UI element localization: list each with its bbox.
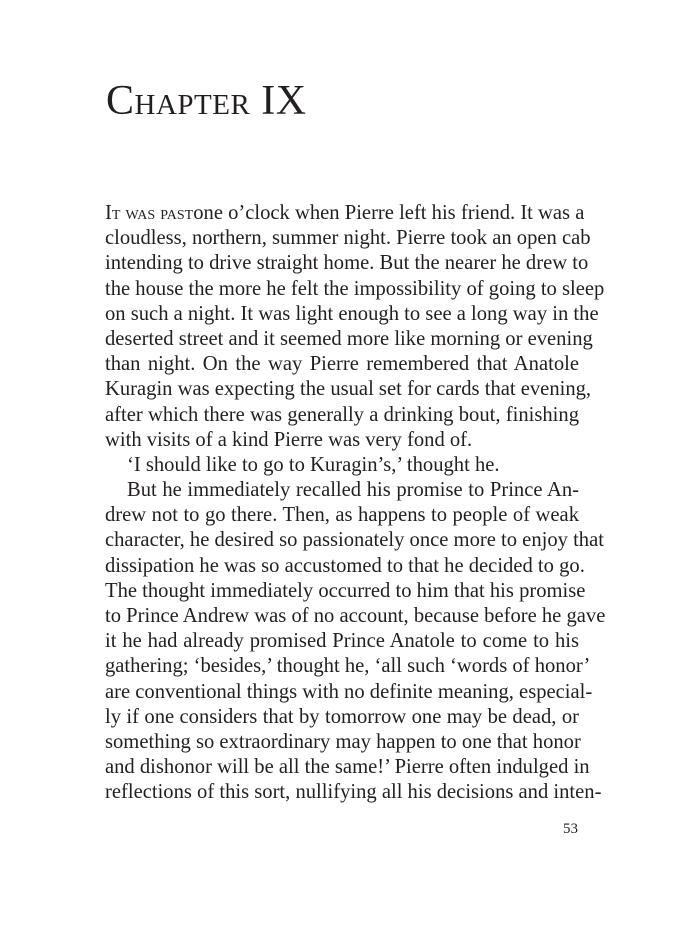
text-line: than night. On the way Pierre remembered that Anatole: [105, 353, 579, 376]
line-text: one o’clock when Pierre left his friend. It was a: [193, 202, 585, 224]
text-line: ‘I should like to go to Kuragin’s,’ thought he.: [127, 453, 500, 476]
text-line: and dishonor will be all the same!’ Pierre often indulged in: [105, 756, 590, 779]
chapter-title: Chapter IX: [106, 78, 307, 124]
text-line: drew not to go there. Then, as happens to people of weak: [105, 504, 579, 527]
text-line: with visits of a kind Pierre was very fond of.: [105, 428, 473, 451]
text-line: ly if one considers that by tomorrow one may be dead, or: [105, 705, 579, 728]
text-line: character, he desired so passionately once more to enjoy that: [105, 529, 604, 552]
text-line: to Prince Andrew was of no account, because before he gave: [105, 605, 606, 627]
text-line: deserted street and it seemed more like morning or evening: [105, 327, 593, 350]
lead-in-small-caps: It was past: [105, 202, 194, 224]
text-line: The thought immediately occurred to him that his promise: [105, 579, 586, 602]
text-line: the house the more he felt the impossibility of going to sleep: [105, 277, 605, 300]
text-line: reflections of this sort, nullifying all his decisions and inten-: [105, 781, 602, 804]
text-line: Kuragin was expecting the usual set for cards that evening,: [105, 378, 592, 401]
text-line: dissipation he was so accustomed to that he decided to go.: [105, 554, 585, 577]
text-line: it he had already promised Prince Anatole to come to his: [105, 630, 579, 653]
text-line: intending to drive straight home. But the nearer he drew to: [105, 252, 589, 275]
text-line: gathering; ‘besides,’ thought he, ‘all such ‘words of honor’: [105, 655, 591, 678]
text-line: after which there was generally a drinking bout, finishing: [105, 403, 579, 426]
text-line: are conventional things with no definite meaning, especial-: [105, 680, 593, 703]
text-line: But he immediately recalled his promise to Prince An-: [127, 479, 579, 502]
text-line: cloudless, northern, summer night. Pierre took an open cab: [105, 227, 591, 250]
text-line: on such a night. It was light enough to see a long way in the: [105, 302, 599, 325]
text-line: something so extraordinary may happen to one that honor: [105, 730, 581, 753]
body-text: [105, 201, 606, 806]
first-line: [105, 201, 585, 226]
page-number: 53: [563, 821, 578, 837]
